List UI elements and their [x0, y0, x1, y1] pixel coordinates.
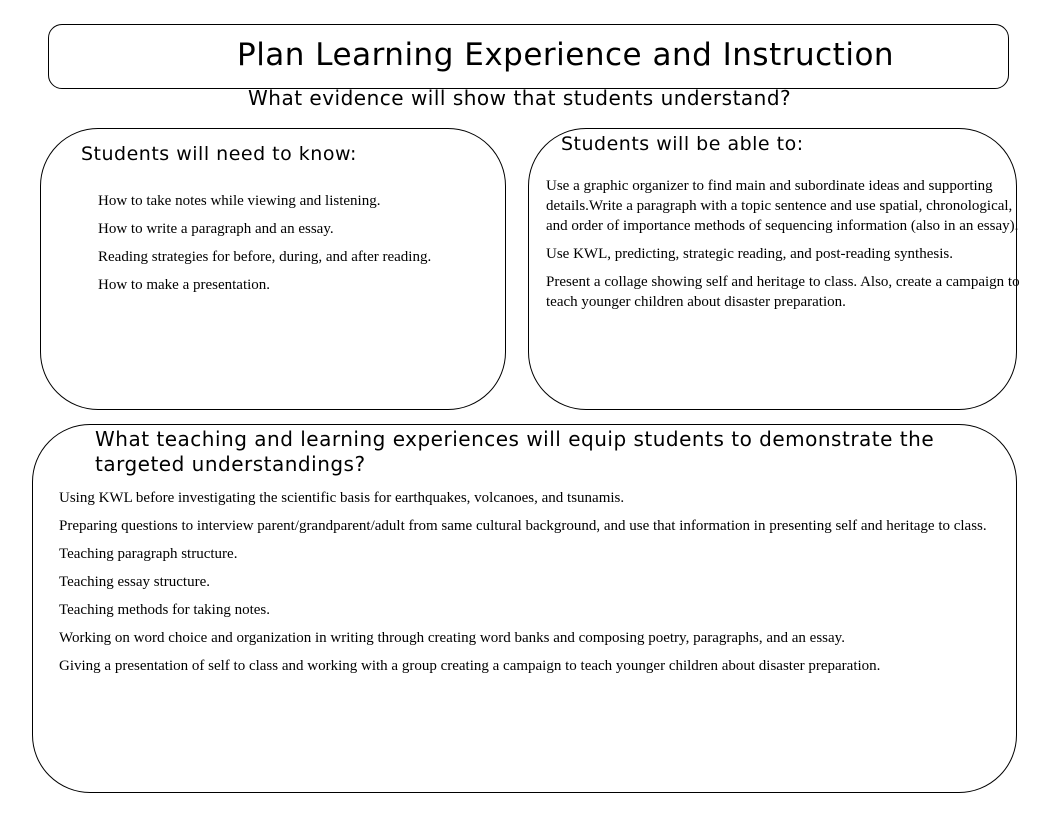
list-item: Use a graphic organizer to find main and subordinate ideas and supporting details.Write a paragraph with a topic sentence and use spatial, chronological, and order of importance methods of sequencing information (also in an essay).: [546, 178, 1019, 234]
need-to-know-list: [98, 191, 488, 303]
experiences-box: [32, 424, 1017, 793]
list-item: Using KWL before investigating the scientific basis for earthquakes, volcanoes, and tsunamis.: [59, 490, 625, 506]
list-item: Working on word choice and organization in writing through creating word banks and composing poetry, paragraphs, and an essay.: [59, 630, 845, 646]
need-to-know-box: [40, 128, 506, 410]
need-to-know-heading: Students will need to know:: [81, 143, 357, 165]
able-to-heading: Students will be able to:: [561, 133, 804, 155]
able-to-list: [546, 176, 1024, 320]
page-subtitle: What evidence will show that students understand?: [248, 86, 792, 110]
page-title: Plan Learning Experience and Instruction: [237, 37, 895, 73]
list-item: Giving a presentation of self to class and working with a group creating a campaign to teach younger children about disaster preparation.: [59, 658, 881, 674]
list-item: Teaching paragraph structure.: [59, 546, 238, 562]
list-item: How to take notes while viewing and listening.: [98, 193, 381, 209]
title-box: [48, 24, 1009, 89]
list-item: Teaching essay structure.: [59, 574, 210, 590]
list-item: Present a collage showing self and heritage to class. Also, create a campaign to teach younger children about disaster preparation.: [546, 274, 1020, 310]
list-item: How to write a paragraph and an essay.: [98, 221, 334, 237]
experiences-list: [59, 488, 1009, 684]
able-to-box: [528, 128, 1020, 410]
list-item: How to make a presentation.: [98, 277, 271, 293]
list-item: Reading strategies for before, during, and after reading.: [98, 249, 432, 265]
experiences-heading: What teaching and learning experiences will equip students to demonstrate the targeted understandings?: [95, 427, 935, 476]
list-item: Use KWL, predicting, strategic reading, and post-reading synthesis.: [546, 246, 953, 262]
list-item: Preparing questions to interview parent/grandparent/adult from same cultural background, and use that information in presenting self and heritage to class.: [59, 518, 987, 534]
list-item: Teaching methods for taking notes.: [59, 602, 270, 618]
